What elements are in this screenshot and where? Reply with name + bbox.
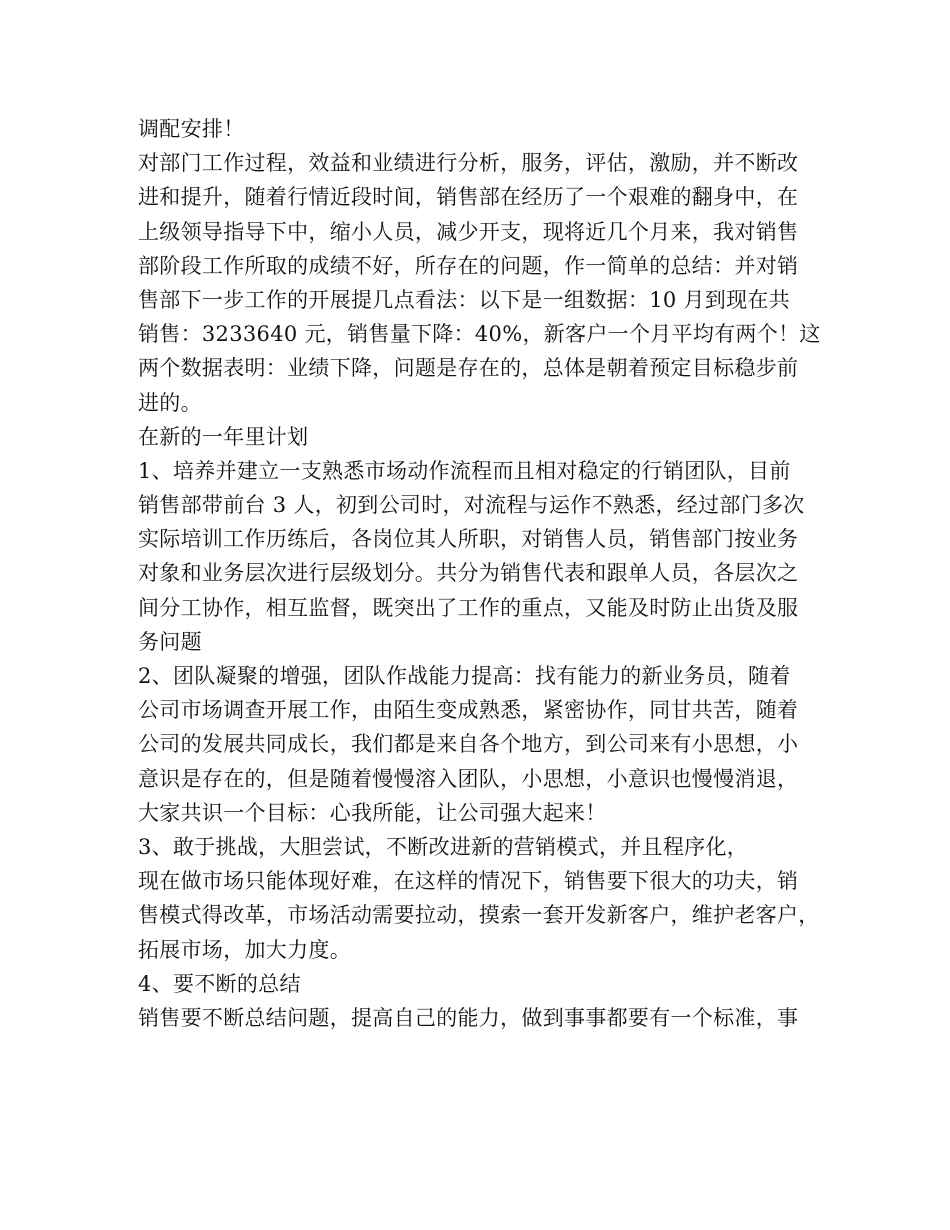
text-line: 对象和业务层次进行层级划分。共分为销售代表和跟单人员，各层次之 xyxy=(138,561,799,586)
text-line: 间分工协作，相互监督，既突出了工作的重点，又能及时防止出货及服 xyxy=(138,595,799,620)
text-line: 公司的发展共同成长，我们都是来自各个地方，到公司来有小思想，小 xyxy=(138,732,799,757)
text-line: 实际培训工作历练后，各岗位其人所职，对销售人员，销售部门按业务 xyxy=(138,527,799,552)
text-line: 现在做市场只能体现好难，在这样的情况下，销售要下很大的功夫，销 xyxy=(138,869,799,894)
text-line: 售部下一步工作的开展提几点看法：以下是一组数据：10 月到现在共 xyxy=(138,287,790,312)
text-line: 拓展市场，加大力度。 xyxy=(138,937,351,962)
text-line: 两个数据表明：业绩下降，问题是存在的，总体是朝着预定目标稳步前 xyxy=(138,356,799,381)
list-item-4: 4、要不断的总结 xyxy=(138,971,301,996)
text-line: 对部门工作过程，效益和业绩进行分析，服务，评估，激励，并不断改 xyxy=(138,151,799,176)
text-line: 销售部带前台 3 人，初到公司时，对流程与运作不熟悉，经过部门多次 xyxy=(138,493,805,518)
text-line: 进的。 xyxy=(138,390,202,415)
text-line: 上级领导指导下中，缩小人员，减少开支，现将近几个月来，我对销售 xyxy=(138,219,799,244)
list-item-3: 3、敢于挑战，大胆尝试，不断改进新的营销模式，并且程序化， xyxy=(138,834,749,859)
text-line: 部阶段工作所取的成绩不好，所存在的问题，作一简单的总结：并对销 xyxy=(138,253,799,278)
section-heading: 在新的一年里计划 xyxy=(138,424,309,449)
text-line: 务问题 xyxy=(138,629,202,654)
document-body xyxy=(138,112,828,1035)
text-line: 意识是存在的，但是随着慢慢溶入团队，小思想，小意识也慢慢消退， xyxy=(138,766,799,791)
text-line: 销售：3233640 元，销售量下降：40%，新客户一个月平均有两个！这 xyxy=(138,322,821,347)
text-line: 进和提升，随着行情近段时间，销售部在经历了一个艰难的翻身中，在 xyxy=(138,185,799,210)
text-line: 公司市场调查开展工作，由陌生变成熟悉，紧密协作，同甘共苦，随着 xyxy=(138,698,799,723)
text-line: 大家共识一个目标：心我所能，让公司强大起来！ xyxy=(138,800,607,825)
list-item-1: 1、培养并建立一支熟悉市场动作流程而且相对稳定的行销团队，目前 xyxy=(138,458,791,483)
list-item-2: 2、团队凝聚的增强，团队作战能力提高：找有能力的新业务员，随着 xyxy=(138,664,791,688)
text-line: 销售要不断总结问题，提高自己的能力，做到事事都要有一个标准，事 xyxy=(138,1005,799,1030)
text-line: 调配安排！ xyxy=(138,117,245,141)
text-line: 售模式得改革，市场活动需要拉动，摸索一套开发新客户，维护老客户， xyxy=(138,903,820,928)
